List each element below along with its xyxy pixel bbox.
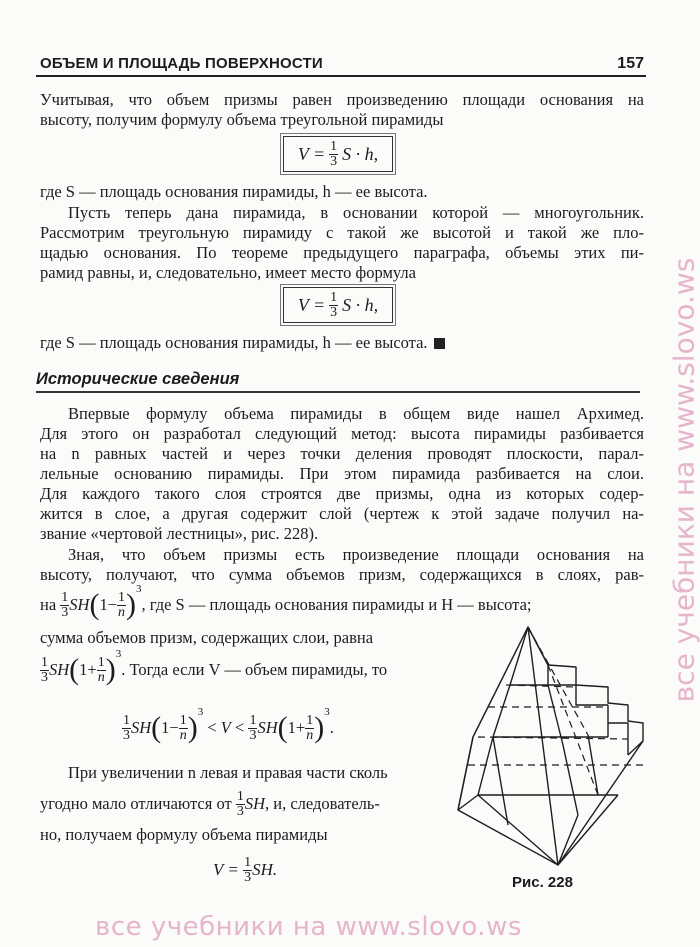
text-line: лельные основанию пирамиды. При этом пирамида разбивается на слои. bbox=[40, 464, 644, 483]
sh-symbol: SH bbox=[257, 718, 278, 737]
one: 1 bbox=[161, 718, 170, 737]
math-prefix: на bbox=[40, 595, 57, 614]
fraction-num: 1 bbox=[41, 654, 48, 670]
formula-lhs: V = bbox=[297, 143, 326, 164]
final-formula bbox=[213, 852, 277, 888]
fraction-den: 3 bbox=[236, 803, 244, 819]
page-number: 157 bbox=[617, 55, 644, 72]
close-paren: ) bbox=[126, 588, 137, 621]
text-line: Рассмотрим треугольную пирамиду с такой же высотой и такой же пло- bbox=[40, 223, 644, 242]
fraction bbox=[329, 140, 338, 169]
text-line: на n равных частей и через точки деления проводят плоскости, парал- bbox=[40, 444, 644, 463]
close-paren: ) bbox=[187, 711, 198, 744]
less-than: < bbox=[207, 718, 217, 737]
exponent: 3 bbox=[324, 706, 330, 718]
text-line: где S — площадь основания пирамиды, h — ее высота. bbox=[40, 182, 428, 201]
text-line: звание «чертовой лестницы», рис. 228). bbox=[40, 524, 319, 543]
watermark: все учебники на www.slovo.ws bbox=[95, 912, 522, 942]
fraction-num: 1 bbox=[236, 788, 244, 804]
fraction bbox=[236, 790, 245, 819]
fraction-num: 1 bbox=[97, 654, 105, 670]
open-paren: ( bbox=[277, 711, 288, 744]
fraction bbox=[60, 591, 69, 620]
fraction bbox=[329, 291, 338, 320]
text-line: сумма объемов призм, содержащих слои, равна bbox=[40, 628, 374, 647]
fraction bbox=[40, 656, 49, 685]
minus-sign: − bbox=[107, 595, 118, 614]
text-line bbox=[40, 333, 445, 353]
where-text: где S — площадь основания пирамиды, h — ее высота. bbox=[40, 333, 428, 352]
fraction bbox=[97, 656, 106, 685]
one: 1 bbox=[99, 595, 108, 614]
section-title: Исторические сведения bbox=[36, 370, 240, 388]
text-line: высоту, получают, что сумма объемов призм, содержащихся в слоях, рав- bbox=[40, 565, 644, 584]
fraction-den: 3 bbox=[123, 727, 130, 743]
fraction-num: 1 bbox=[330, 289, 338, 305]
text-line: Пусть теперь дана пирамида, в основании которой — многоугольник. bbox=[68, 203, 644, 222]
close-paren: ) bbox=[314, 711, 325, 744]
exponent: 3 bbox=[136, 583, 142, 595]
fraction bbox=[122, 714, 131, 743]
fraction-den: 3 bbox=[244, 869, 252, 885]
one: 1 bbox=[79, 660, 88, 679]
sh-symbol: SH bbox=[244, 794, 266, 813]
watermark-vertical: все учебники на www.slovo.ws bbox=[667, 257, 700, 703]
less-than: < bbox=[235, 718, 245, 737]
minus-sign: − bbox=[169, 718, 179, 737]
text-line: рамид равны, и, следовательно, имеет место формула bbox=[40, 263, 416, 282]
formula-box-1 bbox=[283, 136, 393, 172]
fraction-num: 1 bbox=[249, 712, 257, 728]
chapter-title: ОБЪЕМ И ПЛОЩАДЬ ПОВЕРХНОСТИ bbox=[40, 55, 323, 72]
math-line-lower-sum bbox=[40, 585, 532, 625]
text-part: , и, следователь- bbox=[265, 794, 380, 813]
sh-symbol: SH bbox=[49, 660, 70, 679]
fraction-den: 3 bbox=[61, 604, 69, 620]
text-line: При увеличении n левая и правая части сколь bbox=[68, 763, 388, 782]
text-line: жится в слое, а другая содержит слой (чертеж к этой задаче получил на- bbox=[40, 504, 644, 523]
fraction-den: n bbox=[306, 727, 314, 743]
formula-lhs: V = bbox=[297, 294, 326, 315]
devils-staircase-figure bbox=[448, 625, 648, 870]
math-line-upper-sum bbox=[40, 650, 387, 690]
plus-sign: + bbox=[295, 718, 306, 737]
header-rule bbox=[36, 75, 646, 77]
end-of-proof-square bbox=[434, 338, 445, 349]
close-paren: ) bbox=[105, 653, 116, 686]
sh-symbol: SH bbox=[131, 718, 152, 737]
formula-box-2 bbox=[283, 287, 393, 323]
fraction bbox=[179, 714, 188, 743]
fraction-num: 1 bbox=[330, 138, 338, 154]
inequality bbox=[122, 708, 334, 748]
section-rule bbox=[36, 391, 640, 393]
text-line: Для этого он разработал следующий метод: высота пирамиды разбивается bbox=[40, 424, 644, 443]
fraction-den: n bbox=[118, 604, 126, 620]
fraction-num: 1 bbox=[123, 712, 130, 728]
open-paren: ( bbox=[151, 711, 162, 744]
text-line: Для каждого такого слоя строятся две призмы, одна из которых содер- bbox=[40, 484, 644, 503]
math-suffix: . Тогда если V — объем пирамиды, то bbox=[121, 660, 388, 679]
text-line: но, получаем формулу объема пирамиды bbox=[40, 825, 328, 844]
one: 1 bbox=[287, 718, 296, 737]
text-line: Зная, что объем призмы есть произведение площади основания на bbox=[68, 545, 644, 564]
fraction-den: 3 bbox=[249, 727, 257, 743]
figure-caption: Рис. 228 bbox=[512, 874, 573, 891]
math-suffix: , где S — площадь основания пирамиды и H — высота; bbox=[141, 595, 532, 614]
fraction-num: 1 bbox=[179, 712, 187, 728]
fraction-num: 1 bbox=[244, 854, 252, 870]
fraction-den: 3 bbox=[330, 304, 338, 320]
fraction bbox=[305, 714, 314, 743]
sh-symbol: SH bbox=[69, 595, 90, 614]
text-line: высоту, получим формулу объема треугольной пирамиды bbox=[40, 110, 444, 129]
period: . bbox=[329, 718, 334, 737]
open-paren: ( bbox=[89, 588, 100, 621]
text-part: угодно мало отличаются от bbox=[40, 794, 232, 813]
open-paren: ( bbox=[69, 653, 80, 686]
fraction-num: 1 bbox=[118, 589, 126, 605]
fraction-den: 3 bbox=[330, 153, 338, 169]
fraction bbox=[248, 714, 257, 743]
fraction-den: n bbox=[97, 669, 105, 685]
formula-rhs: S · h, bbox=[342, 143, 379, 164]
fraction-den: n bbox=[179, 727, 187, 743]
formula-rhs: S · h, bbox=[342, 294, 379, 315]
text-line: щадью основания. По теореме предыдущего параграфа, объемы этих пи- bbox=[40, 243, 644, 262]
fraction-num: 1 bbox=[61, 589, 69, 605]
text-line: Учитывая, что объем призмы равен произведению площади основания на bbox=[40, 90, 644, 109]
exponent: 3 bbox=[115, 648, 122, 660]
exponent: 3 bbox=[197, 706, 204, 718]
plus-sign: + bbox=[87, 660, 97, 679]
v-symbol: V bbox=[220, 718, 231, 737]
text-line: Впервые формулу объема пирамиды в общем виде нашел Архимед. bbox=[68, 404, 644, 423]
formula-lhs: V = bbox=[213, 860, 239, 879]
text-line-with-fraction bbox=[40, 786, 380, 822]
fraction bbox=[117, 591, 126, 620]
fraction bbox=[243, 856, 252, 885]
formula-rhs: SH. bbox=[252, 860, 278, 879]
fraction-den: 3 bbox=[41, 669, 48, 685]
fraction-num: 1 bbox=[306, 712, 314, 728]
